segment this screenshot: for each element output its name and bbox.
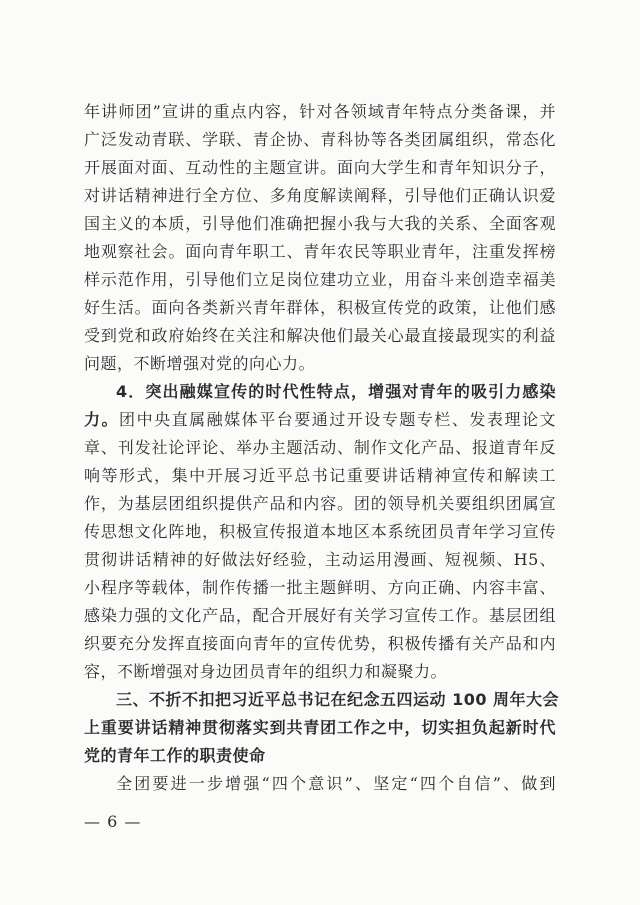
text-line: 贯彻讲话精神的好做法好经验，主动运用漫画、短视频、H5、 bbox=[84, 550, 556, 569]
text-fragment: 团中央直属融媒体平台要通过开设专题专栏、发表理论文 bbox=[119, 410, 556, 429]
text-line: 国主义的本质，引导他们准确把握小我与大我的关系、全面客观 bbox=[84, 214, 556, 233]
text-line: 好生活。面向各类新兴青年群体，积极宣传党的政策，让他们感 bbox=[84, 298, 556, 317]
heading-line: 上重要讲话精神贯彻落实到共青团工作之中，切实担负起新时代 bbox=[84, 718, 556, 737]
text-line: 地观察社会。面向青年职工、青年农民等职业青年，注重发挥榜 bbox=[84, 242, 556, 261]
text-line: 响等形式，集中开展习近平总书记重要讲话精神宣传和解读工 bbox=[84, 466, 556, 485]
text-line bbox=[84, 406, 556, 434]
heading-line: 党的青年工作的职责使命 bbox=[84, 746, 266, 765]
text-line: 全团要进一步增强“四个意识”、坚定“四个自信”、做到 bbox=[116, 774, 556, 793]
text-line: 织要充分发挥直接面向青年的宣传优势，积极传播有关产品和内 bbox=[84, 634, 556, 653]
body-paragraph bbox=[84, 98, 556, 378]
page-number: — 6 — bbox=[84, 812, 142, 831]
text-line: 受到党和政府始终在关注和解决他们最关心最直接最现实的利益 bbox=[84, 326, 556, 345]
heading-line: 三、不折不扣把习近平总书记在纪念五四运动 100 周年大会 bbox=[116, 690, 560, 709]
text-line: 小程序等载体，制作传播一批主题鲜明、方向正确、内容丰富、 bbox=[84, 578, 556, 597]
text-line: 容，不断增强对身边团员青年的组织力和凝聚力。 bbox=[84, 662, 448, 681]
text-line: 广泛发动青联、学联、青企协、青科协等各类团属组织，常态化 bbox=[84, 130, 556, 149]
text-line: 作，为基层团组织提供产品和内容。团的领导机关要组织团属宣 bbox=[84, 494, 556, 513]
subheading-tail: 力。 bbox=[84, 410, 120, 429]
text-line: 感染力强的文化产品，配合开展好有关学习宣传工作。基层团组 bbox=[84, 606, 556, 625]
document-page bbox=[84, 98, 560, 798]
text-line: 问题，不断增强对党的向心力。 bbox=[84, 354, 316, 373]
text-line: 样示范作用，引导他们立足岗位建功立业，用奋斗来创造幸福美 bbox=[84, 270, 556, 289]
subheading-line: 4．突出融媒宣传的时代性特点，增强对青年的吸引力感染 bbox=[116, 382, 556, 401]
body-paragraph bbox=[84, 378, 556, 686]
body-paragraph bbox=[84, 770, 556, 798]
section-heading bbox=[84, 686, 560, 770]
text-line: 对讲话精神进行全方位、多角度解读阐释，引导他们正确认识爱 bbox=[84, 186, 556, 205]
text-line: 年讲师团”宣讲的重点内容，针对各领域青年特点分类备课，并 bbox=[84, 102, 556, 121]
text-line: 传思想文化阵地，积极宣传报道本地区本系统团员青年学习宣传 bbox=[84, 522, 556, 541]
text-line: 章、刊发社论评论、举办主题活动、制作文化产品、报道青年反 bbox=[84, 438, 556, 457]
text-line: 开展面对面、互动性的主题宣讲。面向大学生和青年知识分子， bbox=[84, 158, 556, 177]
